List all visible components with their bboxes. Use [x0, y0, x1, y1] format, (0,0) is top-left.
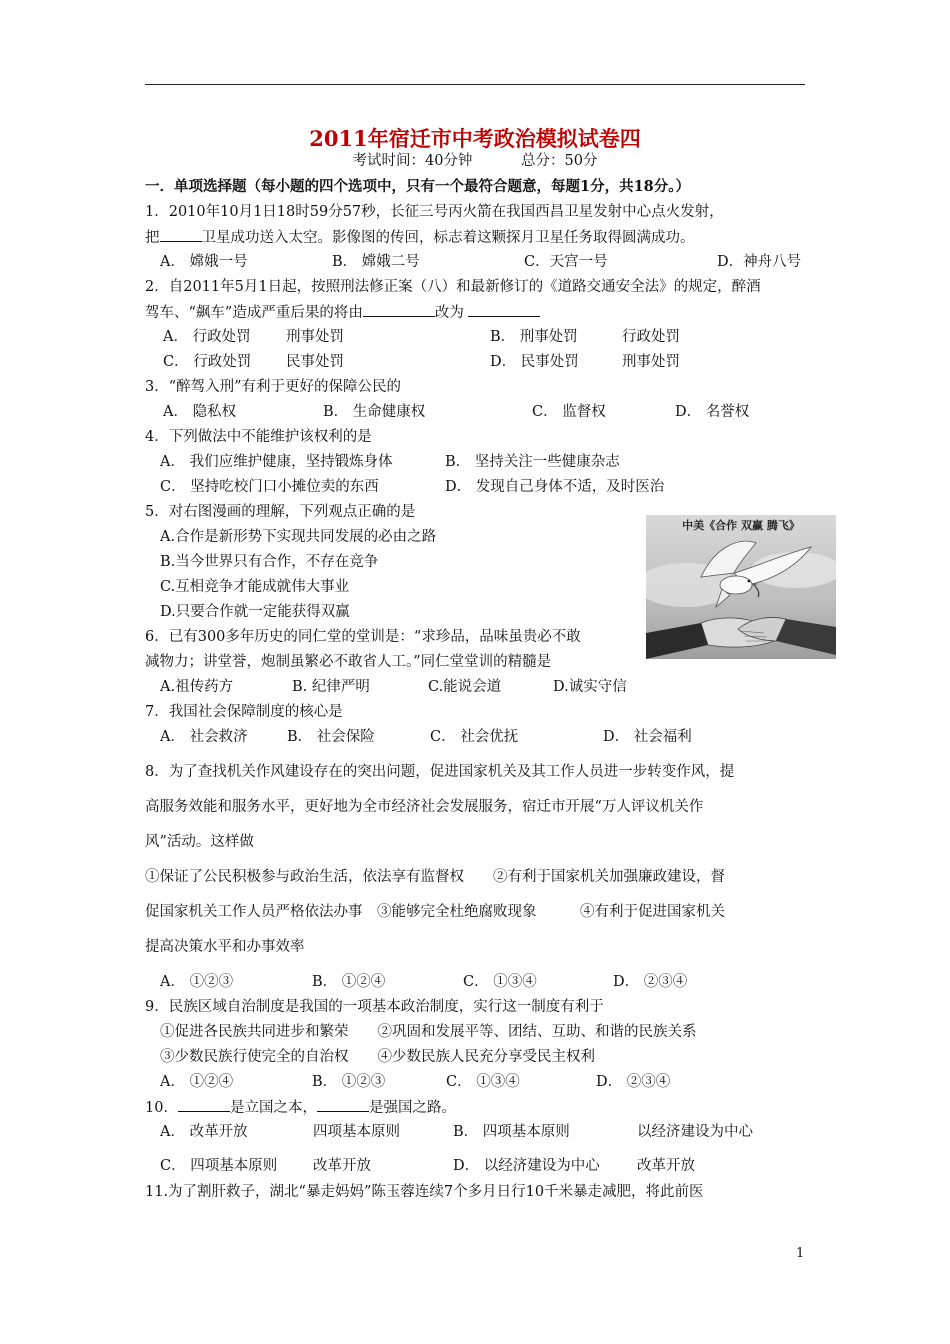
- q10-option-c1: C． 四项基本原则: [160, 1158, 278, 1174]
- q1-option-c: C．天宫一号: [524, 254, 608, 270]
- q3-option-b: B． 生命健康权: [323, 404, 426, 420]
- q1-option-a: A． 嫦娥一号: [160, 254, 248, 270]
- q1-blank: [160, 227, 202, 242]
- q5-option-d: D.只要合作就一定能获得双赢: [160, 604, 350, 620]
- q10-option-a2: 四项基本原则: [313, 1124, 400, 1140]
- header-rule: [145, 84, 805, 85]
- q2-option-c2: 民事处罚: [286, 354, 344, 370]
- q1-line2-prefix: 把: [145, 230, 160, 246]
- exam-title: 2011年宿迁市中考政治模拟试卷四: [309, 126, 641, 151]
- q10-option-b2: 以经济建设为中心: [637, 1124, 753, 1140]
- q7-stem: 7．我国社会保障制度的核心是: [145, 704, 343, 720]
- q7-option-b: B． 社会保险: [287, 729, 375, 745]
- q8-line5: 促国家机关工作人员严格依法办事 ③能够完全杜绝腐败现象 ④有利于促进国家机关: [145, 904, 725, 920]
- q10-blank-1: [178, 1097, 230, 1112]
- q8-line4: ①保证了公民积极参与政治生活，依法享有监督权 ②有利于国家机关加强廉政建设，督: [145, 869, 725, 885]
- exam-time: 考试时间：40分钟: [352, 153, 473, 169]
- q8-option-a: A． ①②③: [160, 974, 234, 990]
- q11-line1: 11.为了割肝救子，湖北“暴走妈妈”陈玉蓉连续7个多月日行10千米暴走减肥，将此前医: [145, 1184, 704, 1200]
- q10-option-b1: B． 四项基本原则: [453, 1124, 570, 1140]
- q2-option-a2: 刑事处罚: [286, 329, 344, 345]
- page-number: 1: [796, 1246, 805, 1261]
- q8-line3: 风”活动。这样做: [145, 834, 254, 850]
- q2-line2: [145, 302, 540, 323]
- q2-option-c1: C． 行政处罚: [163, 354, 252, 370]
- q2-line2-prefix: 驾车、“飙车”造成严重后果的将由: [145, 305, 363, 321]
- q1-line2-rest: 卫星成功送入太空。影像图的传回，标志着这颗探月卫星任务取得圆满成功。: [201, 230, 695, 246]
- q8-line2: 高服务效能和服务水平，更好地为全市经济社会发展服务，宿迁市开展“万人评议机关作: [145, 799, 704, 815]
- q1-option-b: B． 嫦娥二号: [332, 254, 420, 270]
- q10-option-c2: 改革开放: [313, 1158, 371, 1174]
- q1-line1: 1．2010年10月1日18时59分57秒，长征三号丙火箭在我国西昌卫星发射中心点火发射，: [145, 204, 724, 220]
- q2-option-b1: B． 刑事处罚: [490, 329, 578, 345]
- q5-option-b: B.当今世界只有合作，不存在竞争: [160, 554, 379, 570]
- q9-option-c: C． ①③④: [446, 1074, 520, 1090]
- q8-line1: 8．为了查找机关作风建设存在的突出问题，促进国家机关及其工作人员进一步转变作风，提: [145, 764, 735, 780]
- q10-option-d2: 改革开放: [637, 1158, 695, 1174]
- q6-option-b: B. 纪律严明: [292, 679, 370, 695]
- q10-stem: [145, 1097, 456, 1118]
- q10-option-d1: D． 以经济建设为中心: [453, 1158, 600, 1174]
- q9-option-a: A． ①②④: [160, 1074, 234, 1090]
- q2-blank-1: [363, 302, 435, 317]
- q3-option-a: A． 隐私权: [163, 404, 237, 420]
- q10-number: 10．: [145, 1100, 178, 1116]
- q4-option-c: C． 坚持吃校门口小摊位卖的东西: [160, 479, 379, 495]
- q6-option-a: A.祖传药方: [160, 679, 234, 695]
- q6-option-d: D.诚实守信: [553, 679, 627, 695]
- q2-line1: 2．自2011年5月1日起，按照刑法修正案（八）和最新修订的《道路交通安全法》的规定，醉酒: [145, 279, 761, 295]
- exam-score: 总分：50分: [521, 153, 598, 169]
- q9-option-d: D． ②③④: [596, 1074, 671, 1090]
- q2-option-a1: A． 行政处罚: [163, 329, 251, 345]
- q9-stem: 9．民族区域自治制度是我国的一项基本政治制度，实行这一制度有利于: [145, 999, 604, 1015]
- q4-option-d: D． 发现自己身体不适，及时医治: [445, 479, 665, 495]
- section-heading: 一．单项选择题（每小题的四个选项中，只有一个最符合题意，每题1分，共18分。）: [145, 178, 691, 195]
- q3-option-c: C． 监督权: [532, 404, 606, 420]
- q8-option-d: D． ②③④: [613, 974, 688, 990]
- q9-options-12: ①促进各民族共同进步和繁荣 ②巩固和发展平等、团结、互助、和谐的民族关系: [160, 1024, 697, 1040]
- q5-option-c: C.互相竞争才能成就伟大事业: [160, 579, 350, 595]
- q7-option-a: A． 社会救济: [160, 729, 248, 745]
- q3-option-d: D． 名誉权: [675, 404, 750, 420]
- q2-option-d2: 刑事处罚: [622, 354, 680, 370]
- q3-stem: 3．“醉驾入刑”有利于更好的保障公民的: [145, 379, 402, 395]
- q1-line2: [145, 227, 695, 248]
- exam-meta: [0, 152, 950, 170]
- q10-blank-2: [317, 1097, 369, 1112]
- q2-blank-2: [468, 302, 540, 317]
- q8-line6: 提高决策水平和办事效率: [145, 939, 305, 955]
- q10-stem-end: 是强国之路。: [368, 1100, 456, 1116]
- q6-line2: 减物力；讲堂誉，炮制虽繁必不敢省人工。”同仁堂堂训的精髓是: [145, 654, 552, 670]
- q1-option-d: D．神舟八号: [717, 254, 802, 270]
- q2-option-d1: D． 民事处罚: [490, 354, 579, 370]
- q4-option-a: A． 我们应维护健康，坚持锻炼身体: [160, 454, 393, 470]
- q10-option-a1: A． 改革开放: [160, 1124, 248, 1140]
- q4-stem: 4．下列做法中不能维护该权利的是: [145, 429, 372, 445]
- q8-option-c: C． ①③④: [463, 974, 537, 990]
- dove-handshake-illustration: [646, 515, 836, 659]
- q2-line2-mid: 改为: [434, 305, 464, 321]
- q2-option-b2: 行政处罚: [622, 329, 680, 345]
- q9-options-34: ③少数民族行使完全的自治权 ④少数民族人民充分享受民主权利: [160, 1049, 595, 1065]
- cooperation-cartoon: [646, 515, 836, 659]
- q9-option-b: B． ①②③: [312, 1074, 386, 1090]
- q4-option-b: B． 坚持关注一些健康杂志: [445, 454, 620, 470]
- q5-option-a: A.合作是新形势下实现共同发展的必由之路: [160, 529, 437, 545]
- q6-line1: 6．已有300多年历史的同仁堂的堂训是：“求珍品，品味虽贵必不敢: [145, 629, 581, 645]
- cartoon-caption: 中美《合作 双赢 腾飞》: [682, 519, 800, 532]
- q10-stem-mid: 是立国之本，: [229, 1100, 317, 1116]
- q6-option-c: C.能说会道: [428, 679, 502, 695]
- q7-option-c: C． 社会优抚: [430, 729, 519, 745]
- q8-option-b: B． ①②④: [312, 974, 386, 990]
- q7-option-d: D． 社会福利: [603, 729, 692, 745]
- q5-stem: 5．对右图漫画的理解，下列观点正确的是: [145, 504, 416, 520]
